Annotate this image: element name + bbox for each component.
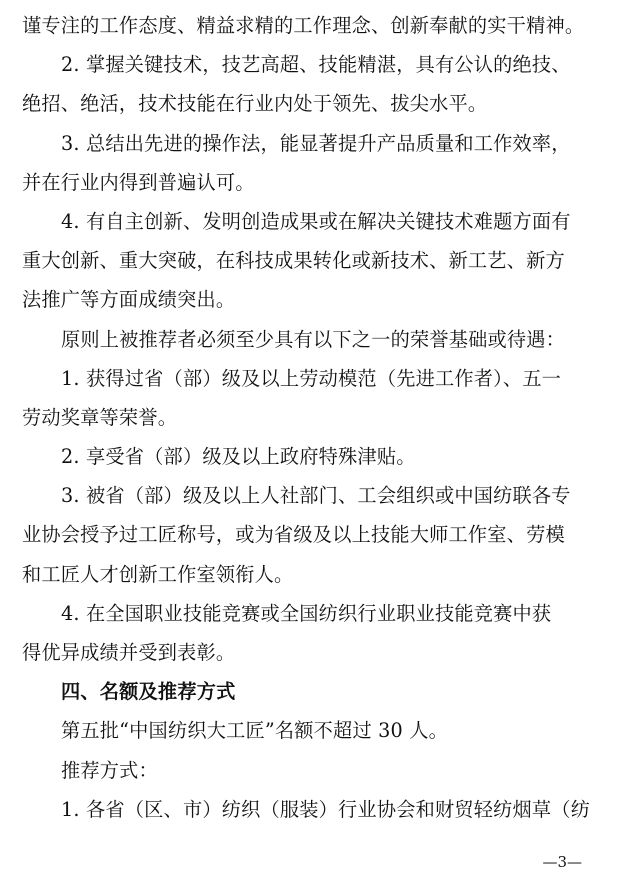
- section-heading: 四、名额及推荐方式: [61, 680, 236, 704]
- text-line: 3. 被省（部）级及以上人社部门、工会组织或中国纺联各专: [61, 484, 571, 508]
- text-line: 法推广等方面成绩突出。: [22, 288, 236, 312]
- text-line: 得优异成绩并受到表彰。: [22, 641, 236, 664]
- text-line: 原则上被推荐者必须至少具有以下之一的荣誉基础或待遇：: [61, 327, 566, 351]
- text-line: 2. 掌握关键技术，技艺高超、技能精湛，具有公认的绝技、: [61, 53, 571, 77]
- text-line: 推荐方式：: [61, 758, 158, 782]
- text-line: 业协会授予过工匠称号，或为省级及以上技能大师工作室、劳模: [22, 523, 565, 547]
- text-line: 并在行业内得到普遍认可。: [22, 170, 255, 194]
- text-line: 4. 有自主创新、发明创造成果或在解决关键技术难题方面有: [61, 209, 571, 233]
- text-line: 3. 总结出先进的操作法，能显著提升产品质量和工作效率，: [61, 131, 571, 155]
- text-line: 绝招、绝活，技术技能在行业内处于领先、拔尖水平。: [22, 92, 488, 116]
- document-page: [22, 6, 598, 829]
- text-line: 和工匠人才创新工作室领衔人。: [22, 562, 294, 586]
- text-line: 1. 获得过省（部）级及以上劳动模范（先进工作者）、五一: [61, 366, 562, 390]
- page-number: —3—: [542, 853, 582, 871]
- text-line: 第五批“中国纺织大工匠”名额不超过 30 人。: [61, 719, 449, 743]
- text-line: 谨专注的工作态度、精益求精的工作理念、创新奉献的实干精神。: [22, 14, 585, 37]
- text-line: 劳动奖章等荣誉。: [22, 405, 178, 429]
- text-line: 2. 享受省（部）级及以上政府特殊津贴。: [61, 445, 416, 469]
- text-line: 4. 在全国职业技能竞赛或全国纺织行业职业技能竞赛中获: [61, 601, 552, 625]
- text-line: 重大创新、重大突破，在科技成果转化或新技术、新工艺、新方: [22, 249, 565, 273]
- text-line: 1. 各省（区、市）纺织（服装）行业协会和财贸轻纺烟草（纺: [61, 797, 591, 821]
